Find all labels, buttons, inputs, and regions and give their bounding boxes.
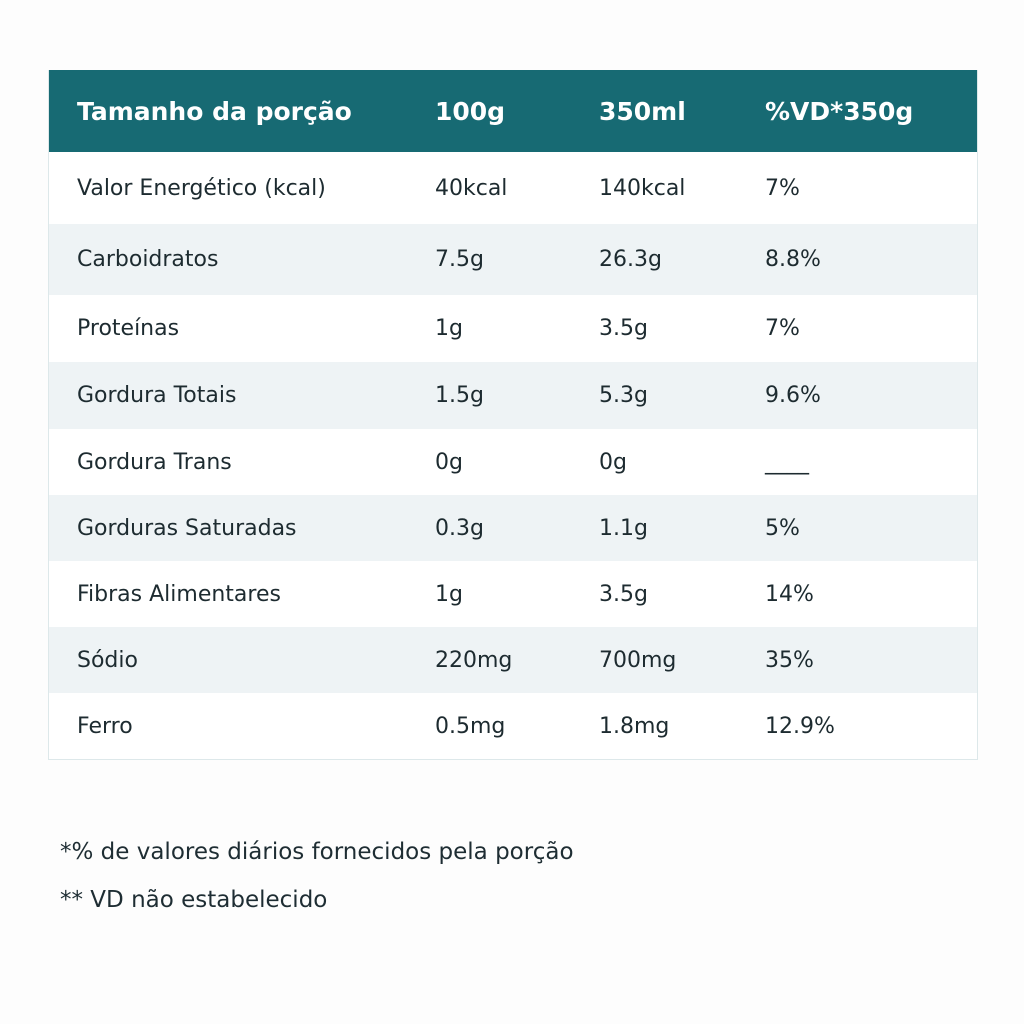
header-serving-size: Tamanho da porção xyxy=(77,96,352,126)
value-vd: 35% xyxy=(765,647,814,673)
value-100g: 220mg xyxy=(435,647,513,673)
footnote-daily-values: *% de valores diários fornecidos pela porção xyxy=(60,839,574,865)
table-row xyxy=(49,561,977,627)
nutrient-name: Gordura Trans xyxy=(77,449,232,475)
value-100g: 1.5g xyxy=(435,383,484,408)
table-row xyxy=(49,224,977,295)
value-vd: 7% xyxy=(765,175,800,201)
header-daily-value: %VD*350g xyxy=(765,96,914,126)
nutrient-name: Ferro xyxy=(77,713,133,739)
nutrient-name: Valor Energético (kcal) xyxy=(77,175,326,201)
table-header-row xyxy=(49,70,977,152)
table-row xyxy=(49,152,977,224)
value-vd: ____ xyxy=(765,449,809,475)
footnote-vd-not-established: ** VD não estabelecido xyxy=(60,887,328,913)
value-350ml: 1.1g xyxy=(599,515,648,541)
value-350ml: 1.8mg xyxy=(599,713,670,739)
value-350ml: 140kcal xyxy=(599,175,686,201)
value-350ml: 0g xyxy=(599,449,627,475)
value-100g: 40kcal xyxy=(435,175,508,201)
nutrient-name: Proteínas xyxy=(77,316,180,341)
value-350ml: 26.3g xyxy=(599,247,662,272)
header-100g: 100g xyxy=(435,96,506,126)
value-100g: 7.5g xyxy=(435,247,484,272)
nutrient-name: Carboidratos xyxy=(77,247,219,272)
table-row xyxy=(49,362,977,429)
nutrient-name: Sódio xyxy=(77,647,138,673)
table-row xyxy=(49,693,977,759)
value-vd: 5% xyxy=(765,515,800,541)
nutrient-name: Gorduras Saturadas xyxy=(77,515,297,541)
nutrient-name: Fibras Alimentares xyxy=(77,581,281,607)
value-350ml: 5.3g xyxy=(599,383,648,408)
value-350ml: 3.5g xyxy=(599,581,648,607)
header-350ml: 350ml xyxy=(599,96,686,126)
value-100g: 1g xyxy=(435,581,463,607)
value-350ml: 700mg xyxy=(599,647,677,673)
value-vd: 12.9% xyxy=(765,713,835,739)
value-100g: 0.3g xyxy=(435,515,484,541)
value-100g: 0.5mg xyxy=(435,713,506,739)
table-row xyxy=(49,429,977,495)
value-100g: 0g xyxy=(435,449,463,475)
table-row xyxy=(49,627,977,693)
nutrient-name: Gordura Totais xyxy=(77,383,237,408)
value-100g: 1g xyxy=(435,316,463,341)
table-row xyxy=(49,495,977,561)
nutrition-table xyxy=(48,70,978,760)
value-vd: 7% xyxy=(765,316,800,341)
value-vd: 14% xyxy=(765,581,814,607)
footnotes xyxy=(60,828,574,924)
table-row xyxy=(49,295,977,362)
value-vd: 9.6% xyxy=(765,383,821,408)
value-vd: 8.8% xyxy=(765,247,821,272)
value-350ml: 3.5g xyxy=(599,316,648,341)
